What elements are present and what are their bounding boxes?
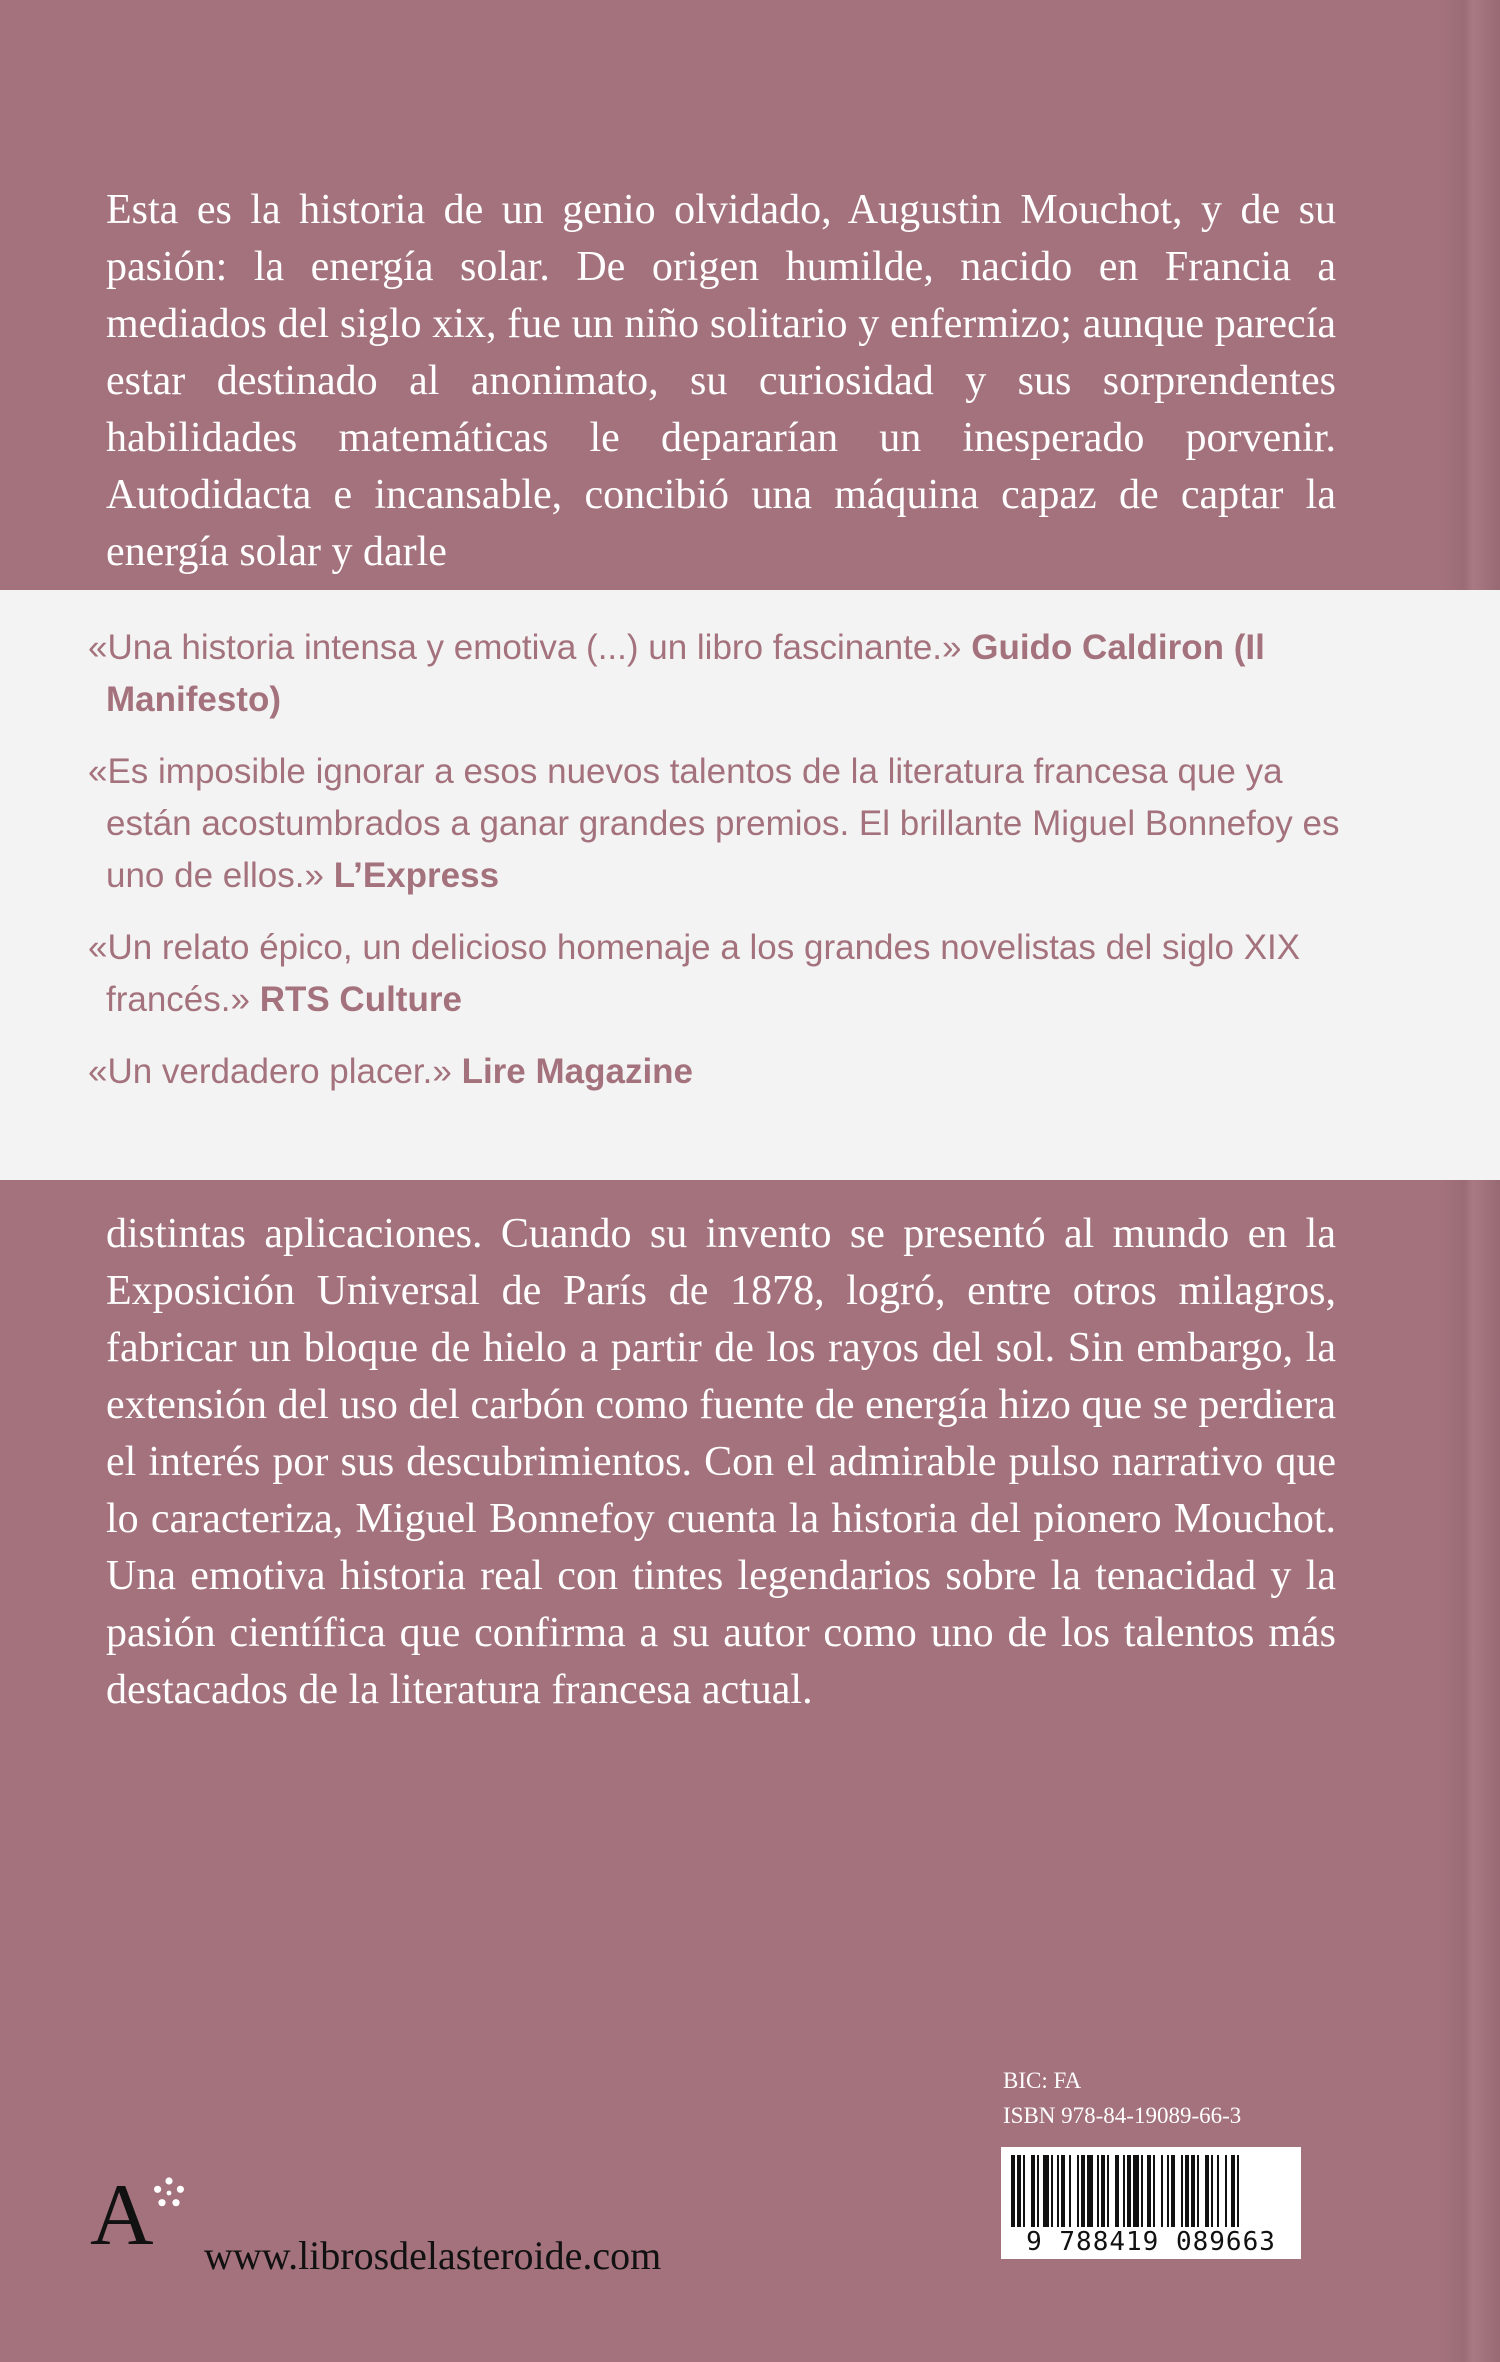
barcode-bar	[1237, 2155, 1239, 2227]
barcode-bar	[1101, 2155, 1105, 2227]
barcode-bar	[1023, 2155, 1025, 2227]
press-quotes	[88, 622, 1348, 1118]
publisher-website: www.librosdelasteroide.com	[204, 2233, 662, 2278]
barcode-bar	[1185, 2155, 1189, 2227]
barcode-bar	[1069, 2155, 1071, 2227]
barcode-bar	[1181, 2155, 1183, 2227]
barcode-bar	[1077, 2155, 1079, 2227]
barcode	[1001, 2147, 1301, 2259]
quote-source: L’Express	[333, 856, 500, 895]
logo-letter: A	[90, 2167, 154, 2264]
spine-shade	[1440, 0, 1500, 2362]
barcode-bar	[1231, 2155, 1235, 2227]
barcode-bar	[1205, 2155, 1209, 2227]
quote-text: «Un relato épico, un delicioso homenaje a los grandes novelistas del siglo XIX francés.»	[88, 928, 1301, 1019]
barcode-bar	[1061, 2155, 1065, 2227]
barcode-bar	[1161, 2155, 1163, 2227]
barcode-bar	[1051, 2155, 1053, 2227]
quote-text: «Es imposible ignorar a esos nuevos talentos de la literatura francesa que ya están acostumbrados a ganar grandes premios. El brillante Miguel Bonnefoy es uno de ellos.»	[88, 752, 1340, 895]
barcode-bar	[1147, 2155, 1151, 2227]
barcode-bar	[1153, 2155, 1155, 2227]
barcode-bar	[1225, 2155, 1227, 2227]
barcode-bar	[1107, 2155, 1109, 2227]
quote-source: Lire Magazine	[461, 1052, 694, 1091]
barcode-bar	[1037, 2155, 1039, 2227]
barcode-bar	[1115, 2155, 1119, 2227]
barcode-bar	[1031, 2155, 1035, 2227]
barcode-bar	[1191, 2155, 1195, 2227]
barcode-bar	[1133, 2155, 1139, 2227]
press-quote	[88, 746, 1348, 902]
barcode-bar	[1057, 2155, 1059, 2227]
press-quote	[88, 922, 1348, 1026]
bic-code: BIC: FA	[1003, 2068, 1082, 2093]
barcode-bar	[1171, 2155, 1175, 2227]
intro-paragraph: Esta es la historia de un genio olvidado, Augustin Mouchot, y de su pasión: la energía solar. De origen humilde, nacido en Francia a mediados del siglo xix, fue un niño solitario y enfermizo; aunque parecía estar destinado al anonimato, su curiosidad y sus sorprendentes habilidades matemáticas le depararían un inesperado porvenir. Autodidacta e incansable, concibió una máquina capaz de captar la energía solar y darle	[106, 187, 1336, 575]
quote-source: Guido Caldiron (Il Manifesto)	[106, 628, 1265, 719]
quote-source: RTS Culture	[259, 980, 462, 1019]
barcode-bar	[1081, 2155, 1085, 2227]
barcode-bar	[1197, 2155, 1199, 2227]
press-quote	[88, 622, 1348, 726]
quote-text: «Una historia intensa y emotiva (...) un libro fascinante.»	[88, 628, 962, 667]
outro-paragraph: distintas aplicaciones. Cuando su invento se presentó al mundo en la Exposición Universal de París de 1878, logró, entre otros milagros, fabricar un bloque de hielo a partir de los rayos del sol. Sin embargo, la extensión del uso del carbón como fuente de energía hizo que se perdiera el interés por sus descubrimientos. Con el admirable pulso narrativo que lo caracteriza, Miguel Bonnefoy cuenta la historia del pionero Mouchot. Una emotiva historia real con tintes legendarios sobre la tenacidad y la pasión científica que confirma a su autor como uno de los talentos más destacados de la literatura francesa actual.	[106, 1211, 1336, 1713]
barcode-bar	[1043, 2155, 1049, 2227]
barcode-bar	[1097, 2155, 1099, 2227]
quote-text: «Un verdadero placer.»	[88, 1052, 452, 1091]
barcode-bars	[1011, 2155, 1291, 2227]
barcode-digits: 9 788419 089663	[1026, 2227, 1276, 2257]
barcode-bar	[1123, 2155, 1125, 2227]
barcode-bar	[1011, 2155, 1015, 2227]
barcode-bar	[1017, 2155, 1021, 2227]
barcode-bar	[1211, 2155, 1213, 2227]
barcode-bar	[1167, 2155, 1169, 2227]
barcode-bar	[1141, 2155, 1143, 2227]
asterisk-icon	[152, 2176, 186, 2210]
isbn-code: ISBN 978-84-19089-66-3	[1003, 2103, 1242, 2128]
barcode-bar	[1127, 2155, 1131, 2227]
press-quote	[88, 1046, 1348, 1098]
barcode-bar	[1217, 2155, 1219, 2227]
barcode-bar	[1087, 2155, 1093, 2227]
